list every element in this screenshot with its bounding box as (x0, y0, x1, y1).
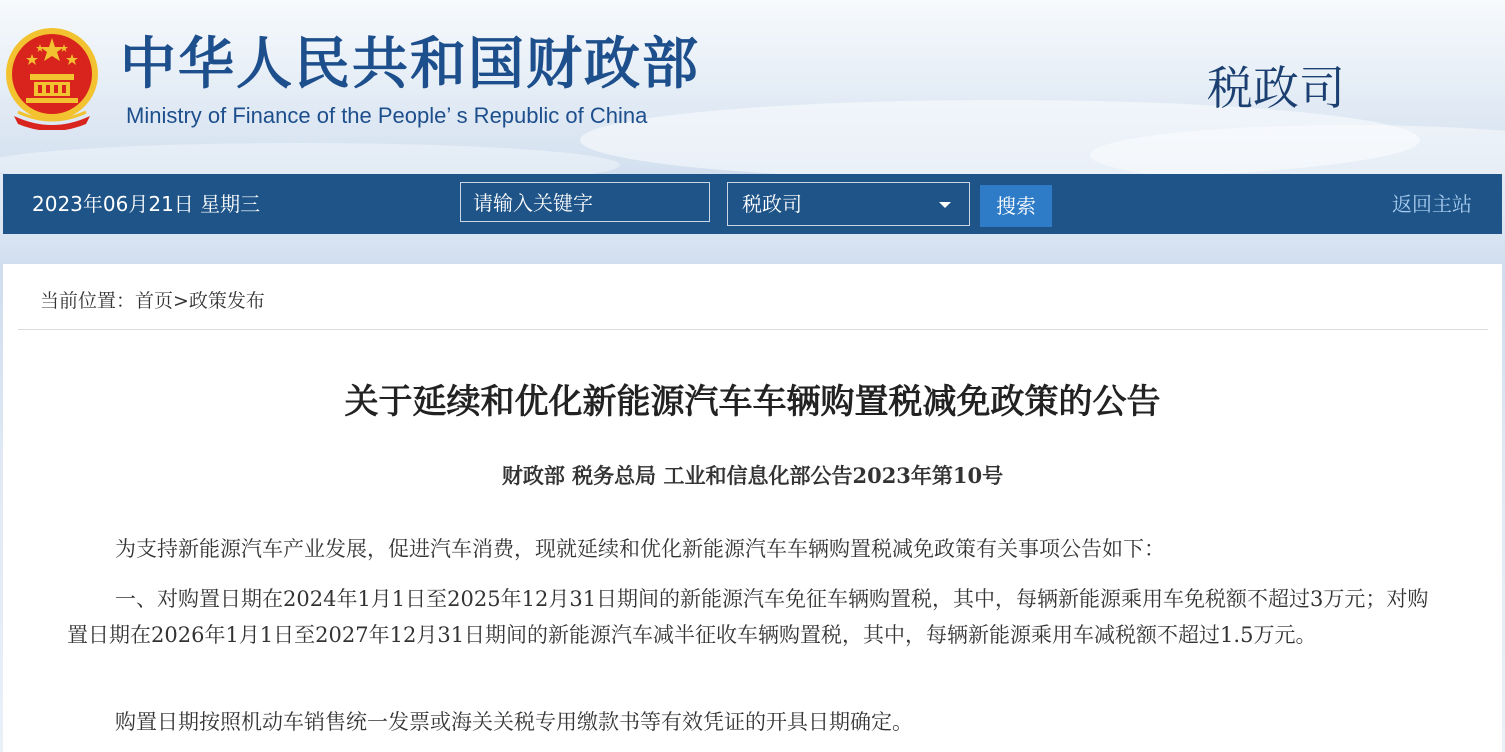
chevron-down-icon (939, 202, 951, 208)
national-emblem-icon (4, 24, 100, 130)
article-paragraph: 购置日期按照机动车销售统一发票或海关关税专用缴款书等有效凭证的开具日期确定。 (115, 710, 913, 734)
site-header (0, 0, 1505, 174)
document-number: 财政部 税务总局 工业和信息化部公告2023年第10号 (501, 463, 1004, 488)
org-name-cn: 中华人民共和国财政部 (120, 32, 700, 97)
nav-bar (3, 174, 1502, 234)
article-container (3, 264, 1502, 752)
article-title: 关于延续和优化新能源汽车车辆购置税减免政策的公告 (344, 382, 1161, 422)
search-scope-select[interactable] (727, 182, 970, 226)
article-paragraph: 为支持新能源汽车产业发展，促进汽车消费，现就延续和优化新能源汽车车辆购置税减免政策有关事项公告如下： (115, 537, 1165, 561)
search-button[interactable]: 搜索 (980, 185, 1052, 227)
breadcrumb[interactable]: 当前位置：首页>政策发布 (40, 290, 265, 312)
search-scope-value: 税政司 (742, 192, 802, 216)
current-date: 2023年06月21日 星期三 (32, 192, 261, 216)
org-name-en: Ministry of Finance of the People’ s Republic of China (126, 103, 648, 128)
home-link[interactable]: 返回主站 (1392, 192, 1472, 216)
article-paragraph: 一、对购置日期在2024年1月1日至2025年12月31日期间的新能源汽车免征车辆购置税，其中，每辆新能源乘用车免税额不超过3万元；对购置日期在2026年1月1日至2027年12月31日期间的新能源汽车减半征收车辆购置税，其中，每辆新能源乘用车减税额不超过1.5万元。 (67, 587, 1429, 647)
department-title: 税政司 (1207, 61, 1345, 115)
search-input[interactable]: 请输入关键字 (460, 182, 710, 222)
divider (18, 329, 1488, 330)
